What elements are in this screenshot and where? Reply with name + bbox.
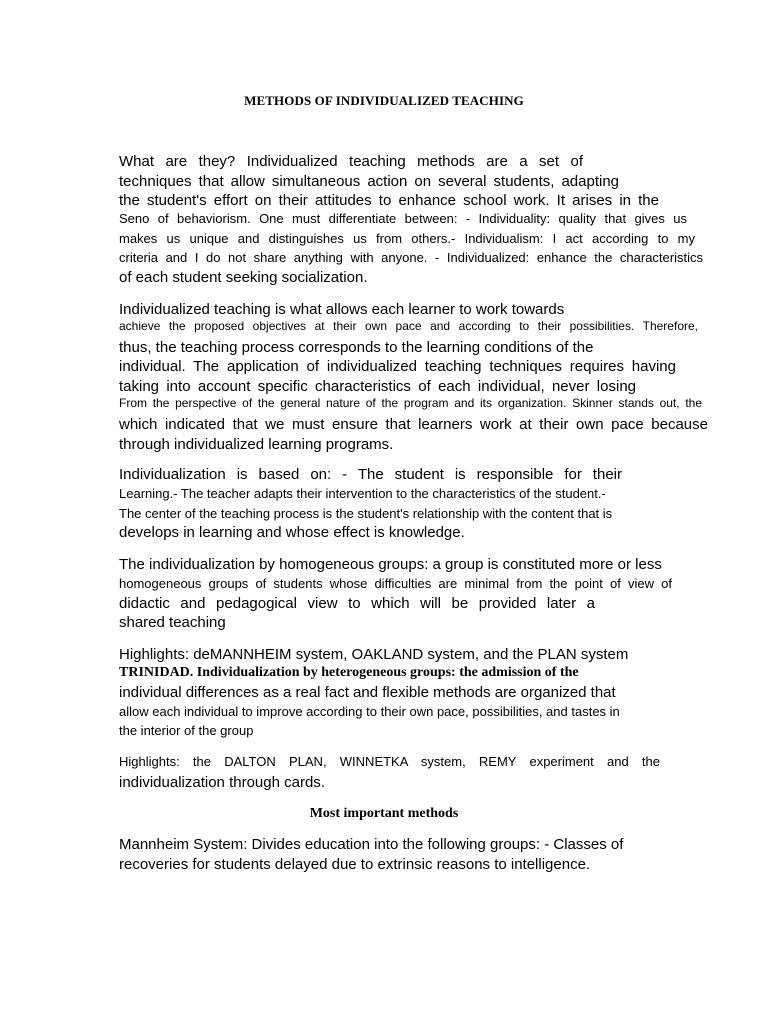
text-line: individualization through cards. <box>119 774 325 791</box>
text-line: achieve the proposed objectives at their own pace and according to their possibilities. Therefore, <box>119 319 698 333</box>
text-line: allow each individual to improve according to their own pace, possibilities, and tastes in <box>119 704 620 719</box>
text-line: individual. The application of individualized teaching techniques requires having <box>119 358 676 375</box>
text-line: Individualization is based on: - The student is responsible for their <box>119 466 622 483</box>
text-line: which indicated that we must ensure that learners work at their own pace because <box>119 416 708 433</box>
text-line: TRINIDAD. Individualization by heterogeneous groups: the admission of the <box>119 665 579 680</box>
text-line: taking into account specific characteristics of each individual, never losing <box>119 378 636 395</box>
text-line: homogeneous groups of students whose difficulties are minimal from the point of view of <box>119 576 672 591</box>
document-title: METHODS OF INDIVIDUALIZED TEACHING <box>244 93 524 108</box>
section-heading: Most important methods <box>309 806 459 821</box>
text-line: of each student seeking socialization. <box>119 269 368 286</box>
text-line: individual differences as a real fact and flexible methods are organized that <box>119 684 616 701</box>
text-line: makes us unique and distinguishes us from others.- Individualism: I act according to my <box>119 231 695 246</box>
text-line: techniques that allow simultaneous action on several students, adapting <box>119 173 619 190</box>
text-line: Highlights: the DALTON PLAN, WINNETKA system, REMY experiment and the <box>119 754 660 769</box>
text-line: recoveries for students delayed due to extrinsic reasons to intelligence. <box>119 856 591 873</box>
text-line: the student's effort on their attitudes to enhance school work. It arises in the <box>119 192 659 209</box>
text-line: shared teaching <box>119 614 226 631</box>
text-line: From the perspective of the general nature of the program and its organization. Skinner stands out, the <box>119 396 702 410</box>
text-line: thus, the teaching process corresponds to the learning conditions of the <box>119 339 594 356</box>
text-line: the interior of the group <box>119 723 254 738</box>
text-line: Highlights: deMANNHEIM system, OAKLAND system, and the PLAN system <box>119 646 629 663</box>
text-line: criteria and I do not share anything with anyone. - Individualized: enhance the characteristics <box>119 250 703 265</box>
text-line: What are they? Individualized teaching methods are a set of <box>119 153 583 170</box>
text-line: Individualized teaching is what allows each learner to work towards <box>119 301 565 318</box>
text-line: Learning.- The teacher adapts their intervention to the characteristics of the student.- <box>119 486 606 501</box>
text-line: through individualized learning programs. <box>119 436 394 453</box>
text-line: The individualization by homogeneous groups: a group is constituted more or less <box>119 556 662 573</box>
text-line: Mannheim System: Divides education into the following groups: - Classes of <box>119 836 624 853</box>
text-line: didactic and pedagogical view to which will be provided later a <box>119 595 595 612</box>
text-line: Seno of behaviorism. One must differentiate between: - Individuality: quality that gives us <box>119 211 687 226</box>
text-line: The center of the teaching process is the student's relationship with the content that is <box>119 506 613 521</box>
text-line: develops in learning and whose effect is knowledge. <box>119 524 465 541</box>
